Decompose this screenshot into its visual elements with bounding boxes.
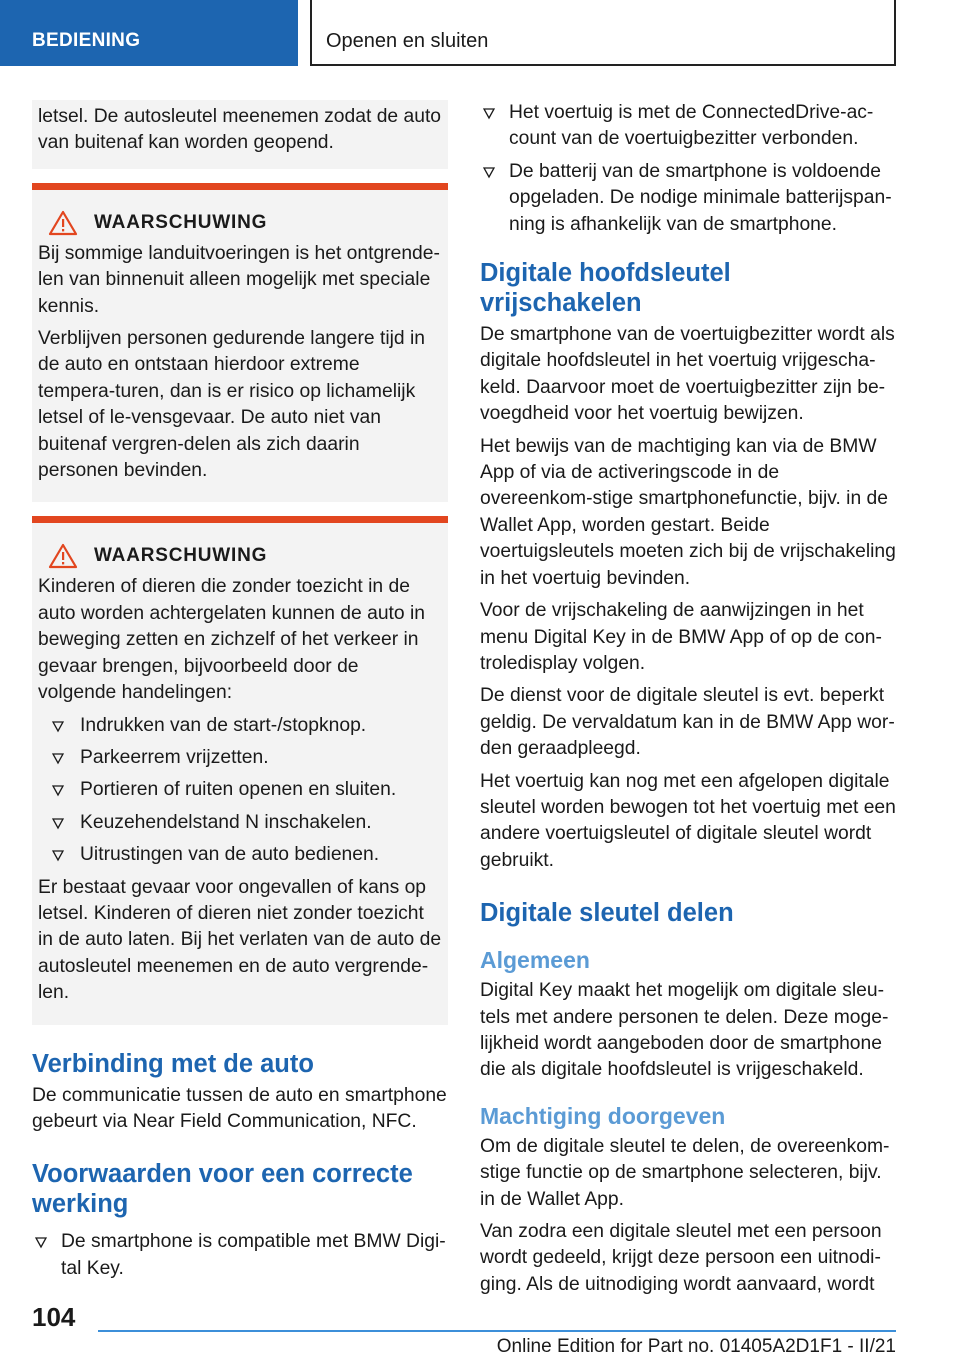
list-item: De batterij van de smartphone is voldoende opgeladen. De nodige minimale batterijspan‐ning is afhankelijk van de smartphone. xyxy=(480,159,896,238)
list-item: Parkeerrem vrijzetten. xyxy=(38,745,442,771)
list-item: Het voertuig is met de ConnectedDrive-ac‐count van de voertuigbezitter verbonden. xyxy=(480,100,896,153)
subsection-heading: Algemeen xyxy=(480,947,590,974)
bullet-triangle-icon xyxy=(483,167,495,179)
body-text: Voor de vrijschakeling de aanwijzingen in het menu Digital Key in de BMW App of op de con‐troledisplay volgen. xyxy=(480,600,882,674)
warning-box-1 xyxy=(32,183,448,503)
body-text: Digital Key maakt het mogelijk om digitale sleu‐tels met andere personen te delen. Deze moge‐lijkheid wordt aangeboden door de smartphone die als digitale hoofdsleutel is vrijgeschakeld. xyxy=(480,980,889,1081)
header-section-label: BEDIENING xyxy=(32,30,141,51)
warning-text: Bij sommige landuitvoeringen is het ontgrende‐len van binnenuit alleen mogelijk met speciale kennis. xyxy=(38,242,440,317)
section-heading: Digitale sleutel delen xyxy=(480,899,734,928)
bullet-triangle-icon xyxy=(52,785,64,797)
bullet-triangle-icon xyxy=(52,818,64,830)
list-item: De smartphone is compatible met BMW Digi‐tal Key. xyxy=(32,1229,448,1282)
list-item: Indrukken van de start-/stopknop. xyxy=(38,713,442,739)
bullet-triangle-icon xyxy=(52,721,64,733)
warning-box-2 xyxy=(32,516,448,1024)
subsection-heading: Machtiging doorgeven xyxy=(480,1102,726,1129)
section-heading: Voorwaarden voor een correcte werking xyxy=(32,1160,413,1219)
body-text: Van zodra een digitale sleutel met een persoon wordt gedeeld, krijgt deze persoon een uitnodi‐ging. Als de uitnodiging wordt aanvaard, wordt xyxy=(480,1221,882,1295)
list-item: Portieren of ruiten openen en sluiten. xyxy=(38,777,442,803)
header-section-tab xyxy=(0,0,298,66)
footer-divider xyxy=(98,1330,896,1332)
body-text: De communicatie tussen de auto en smartphone gebeurt via Near Field Communication, NFC. xyxy=(32,1084,447,1132)
bullet-triangle-icon xyxy=(35,1237,47,1249)
list-item: Keuzehendelstand N inschakelen. xyxy=(38,810,442,836)
warning-header xyxy=(38,543,442,569)
body-text: Het voertuig kan nog met een afgelopen digitale sleutel worden bewogen tot het voertuig met een andere voertuigsleutel of digitale sleutel wordt gebruikt. xyxy=(480,770,896,871)
warning-text: Verblijven personen gedurende langere tijd in de auto en ontstaan hierdoor extreme tempera‐turen, dan is er risico op lichamelijk letsel of le‐vensgevaar. De auto niet van buitenaf vergren‐delen als zich daarin personen bevinden. xyxy=(38,328,425,482)
page-number: 104 xyxy=(32,1302,76,1332)
warning-label: WAARSCHUWING xyxy=(94,545,268,567)
intro-box xyxy=(32,100,448,169)
right-column xyxy=(480,100,896,1304)
warning-triangle-icon xyxy=(48,210,78,236)
warning-header xyxy=(38,210,442,236)
bullet-triangle-icon xyxy=(483,108,495,120)
warning-text: Er bestaat gevaar voor ongevallen of kans op letsel. Kinderen of dieren niet zonder toezicht in de auto laten. Bij het verlaten van de auto de autosleutel meenemen en de auto vergrende‐len. xyxy=(38,876,442,1004)
body-text: De dienst voor de digitale sleutel is evt. beperkt geldig. De vervaldatum kan in de BMW App wor‐den geraadpleegd. xyxy=(480,685,895,760)
left-column xyxy=(32,100,448,1288)
warning-triangle-icon xyxy=(48,543,78,569)
footer-edition: Online Edition for Part no. 01405A2D1F1 - II/21 xyxy=(496,1336,896,1357)
body-text: De smartphone van de voertuigbezitter wordt als digitale hoofdsleutel in het voertuig vrijgescha‐keld. Daarvoor moet de voertuigbezitter zijn be‐voegdheid voor het voertuig bewijzen. xyxy=(480,324,895,425)
body-text: Het bewijs van de machtiging kan via de BMW App of via de activeringscode in de overeenkom‐stige smartphonefunctie, bijv. in de Wallet App, worden gestart. Beide voertuigsleutels moeten zich bij de vrijschakeling in het voertuig bevinden. xyxy=(480,435,896,589)
section-heading: Digitale hoofdsleutel vrijschakelen xyxy=(480,259,731,318)
list-item: Uitrustingen van de auto bedienen. xyxy=(38,842,442,868)
bullet-triangle-icon xyxy=(52,753,64,765)
body-text: Om de digitale sleutel te delen, de overeenkom‐stige functie op de smartphone selecteren, bijv. in de Wallet App. xyxy=(480,1135,890,1210)
header-title: Openen en sluiten xyxy=(326,30,489,52)
section-heading: Verbinding met de auto xyxy=(32,1049,314,1078)
requirements-list-continued xyxy=(480,100,896,238)
warning-label: WAARSCHUWING xyxy=(94,211,268,233)
warning-list xyxy=(38,713,442,869)
bullet-triangle-icon xyxy=(52,850,64,862)
warning-text: Kinderen of dieren die zonder toezicht in de auto worden achtergelaten kunnen de auto in beweging zetten en zichzelf of het verkeer in gevaar brengen, bijvoorbeeld door de volgende handelingen: xyxy=(38,576,425,704)
intro-text: letsel. De autosleutel meenemen zodat de auto van buitenaf kan worden geopend. xyxy=(38,106,442,154)
requirements-list xyxy=(32,1229,448,1282)
header-title-box xyxy=(310,0,896,66)
